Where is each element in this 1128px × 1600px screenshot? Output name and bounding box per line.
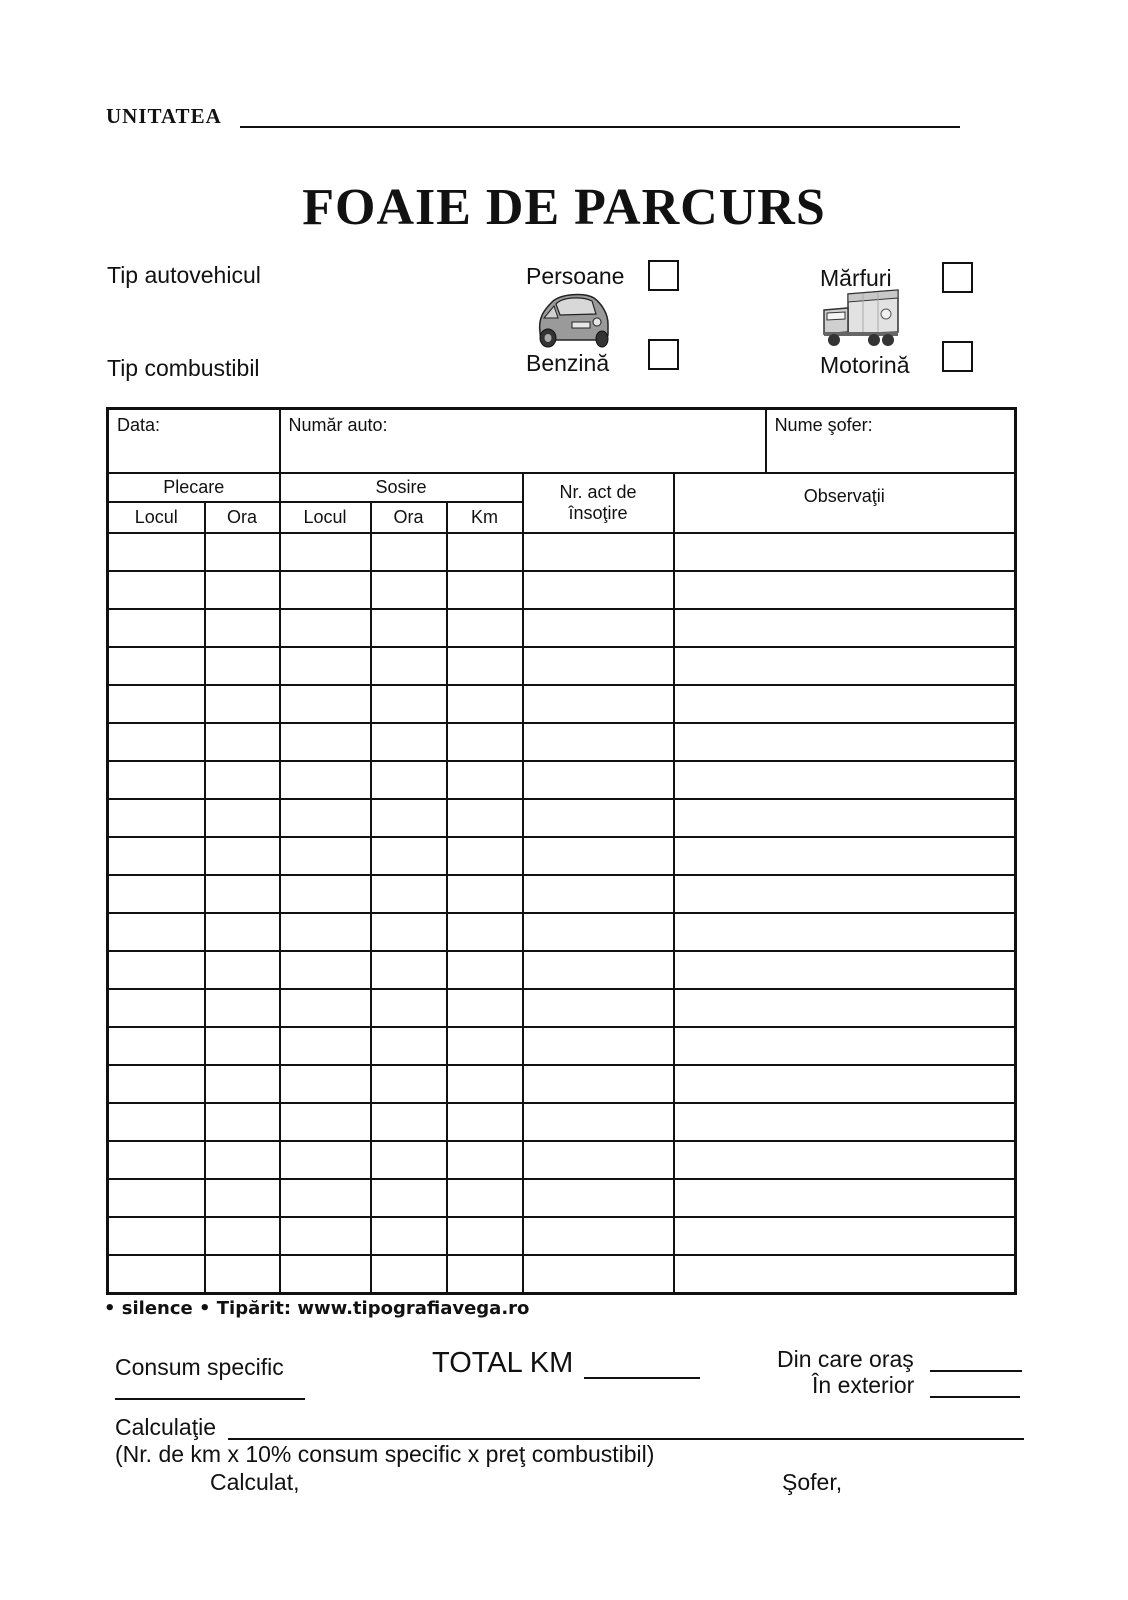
table-row bbox=[108, 1179, 1016, 1217]
table-row bbox=[108, 799, 1016, 837]
sosire-ora-cell[interactable] bbox=[371, 989, 447, 1027]
total-km-label: TOTAL KM bbox=[432, 1347, 574, 1379]
table-row bbox=[108, 1255, 1016, 1294]
sofer-label: Şofer, bbox=[782, 1469, 843, 1495]
plecare-ora-cell[interactable] bbox=[205, 761, 280, 799]
plecare-locul-cell[interactable] bbox=[108, 951, 205, 989]
sosire-locul-cell[interactable] bbox=[280, 913, 371, 951]
nr-act-header-line2: însoţire bbox=[568, 503, 628, 523]
sosire-km-cell[interactable] bbox=[447, 951, 523, 989]
sosire-ora-cell[interactable] bbox=[371, 1217, 447, 1255]
plecare-locul-cell[interactable] bbox=[108, 571, 205, 609]
sosire-ora-header: Ora bbox=[371, 502, 447, 533]
sosire-km-cell[interactable] bbox=[447, 1141, 523, 1179]
in-exterior-field[interactable] bbox=[930, 1396, 1020, 1398]
sosire-km-cell[interactable] bbox=[447, 647, 523, 685]
din-care-oras-field[interactable] bbox=[930, 1370, 1022, 1372]
nr-act-header bbox=[523, 473, 674, 533]
sosire-locul-cell[interactable] bbox=[280, 989, 371, 1027]
plecare-ora-cell[interactable] bbox=[205, 1217, 280, 1255]
observatii-cell[interactable] bbox=[674, 1065, 1016, 1103]
sosire-ora-cell[interactable] bbox=[371, 1065, 447, 1103]
table-row bbox=[108, 685, 1016, 723]
motorina-label: Motorină bbox=[820, 352, 910, 378]
sosire-km-cell[interactable] bbox=[447, 989, 523, 1027]
sosire-locul-cell[interactable] bbox=[280, 1027, 371, 1065]
sosire-locul-cell[interactable] bbox=[280, 609, 371, 647]
sosire-ora-cell[interactable] bbox=[371, 799, 447, 837]
sosire-locul-cell[interactable] bbox=[280, 1141, 371, 1179]
plecare-locul-cell[interactable] bbox=[108, 989, 205, 1027]
observatii-cell[interactable] bbox=[674, 761, 1016, 799]
plecare-locul-cell[interactable] bbox=[108, 1027, 205, 1065]
observatii-cell[interactable] bbox=[674, 1255, 1016, 1294]
table-row bbox=[108, 723, 1016, 761]
plecare-ora-cell[interactable] bbox=[205, 1027, 280, 1065]
tip-combustibil-label: Tip combustibil bbox=[107, 355, 260, 381]
sosire-locul-cell[interactable] bbox=[280, 799, 371, 837]
table-row bbox=[108, 837, 1016, 875]
plecare-locul-cell[interactable] bbox=[108, 837, 205, 875]
plecare-locul-cell[interactable] bbox=[108, 1217, 205, 1255]
sosire-km-cell[interactable] bbox=[447, 799, 523, 837]
data-field[interactable] bbox=[108, 409, 280, 474]
plecare-ora-cell[interactable] bbox=[205, 913, 280, 951]
benzina-label: Benzină bbox=[526, 350, 610, 376]
observatii-cell[interactable] bbox=[674, 533, 1016, 571]
table-row bbox=[108, 1027, 1016, 1065]
plecare-ora-cell[interactable] bbox=[205, 989, 280, 1027]
nr-act-cell[interactable] bbox=[523, 951, 674, 989]
numar-auto-field[interactable] bbox=[280, 409, 766, 474]
sosire-locul-cell[interactable] bbox=[280, 1065, 371, 1103]
sosire-locul-cell[interactable] bbox=[280, 837, 371, 875]
observatii-cell[interactable] bbox=[674, 837, 1016, 875]
tip-autovehicul-label: Tip autovehicul bbox=[107, 262, 261, 288]
sosire-ora-cell[interactable] bbox=[371, 875, 447, 913]
nume-sofer-field[interactable] bbox=[766, 409, 1016, 474]
unitatea-label: UNITATEA bbox=[106, 104, 222, 128]
sosire-locul-cell[interactable] bbox=[280, 723, 371, 761]
nr-act-cell[interactable] bbox=[523, 685, 674, 723]
observatii-cell[interactable] bbox=[674, 723, 1016, 761]
plecare-ora-cell[interactable] bbox=[205, 533, 280, 571]
plecare-ora-header: Ora bbox=[205, 502, 280, 533]
plecare-locul-cell[interactable] bbox=[108, 1179, 205, 1217]
nr-act-cell[interactable] bbox=[523, 875, 674, 913]
sosire-locul-cell[interactable] bbox=[280, 1217, 371, 1255]
observatii-cell[interactable] bbox=[674, 685, 1016, 723]
plecare-ora-cell[interactable] bbox=[205, 1179, 280, 1217]
plecare-ora-cell[interactable] bbox=[205, 571, 280, 609]
table-row bbox=[108, 1217, 1016, 1255]
total-km-field[interactable] bbox=[584, 1377, 700, 1379]
plecare-locul-cell[interactable] bbox=[108, 723, 205, 761]
observatii-cell[interactable] bbox=[674, 799, 1016, 837]
plecare-locul-cell[interactable] bbox=[108, 761, 205, 799]
sosire-ora-cell[interactable] bbox=[371, 571, 447, 609]
sosire-ora-cell[interactable] bbox=[371, 723, 447, 761]
sosire-locul-cell[interactable] bbox=[280, 647, 371, 685]
sosire-ora-cell[interactable] bbox=[371, 647, 447, 685]
sosire-ora-cell[interactable] bbox=[371, 685, 447, 723]
sosire-km-header: Km bbox=[447, 502, 523, 533]
sosire-km-cell[interactable] bbox=[447, 1255, 523, 1294]
observatii-cell[interactable] bbox=[674, 1027, 1016, 1065]
plecare-locul-cell[interactable] bbox=[108, 1141, 205, 1179]
observatii-header: Observaţii bbox=[674, 473, 1016, 533]
sosire-km-cell[interactable] bbox=[447, 1103, 523, 1141]
consum-specific-field[interactable] bbox=[115, 1398, 305, 1400]
plecare-locul-cell[interactable] bbox=[108, 647, 205, 685]
data-label: Data: bbox=[117, 415, 161, 435]
sosire-km-cell[interactable] bbox=[447, 913, 523, 951]
print-info: • silence • Tipărit: www.tipografiavega.ro bbox=[104, 1298, 530, 1319]
plecare-ora-cell[interactable] bbox=[205, 723, 280, 761]
car-icon bbox=[530, 288, 614, 350]
plecare-locul-cell[interactable] bbox=[108, 1103, 205, 1141]
table-row bbox=[108, 1141, 1016, 1179]
sosire-locul-cell[interactable] bbox=[280, 571, 371, 609]
plecare-locul-cell[interactable] bbox=[108, 685, 205, 723]
observatii-cell[interactable] bbox=[674, 1179, 1016, 1217]
persoane-label: Persoane bbox=[526, 263, 625, 289]
sosire-km-cell[interactable] bbox=[447, 533, 523, 571]
sosire-km-cell[interactable] bbox=[447, 571, 523, 609]
observatii-cell[interactable] bbox=[674, 1103, 1016, 1141]
sosire-ora-cell[interactable] bbox=[371, 1141, 447, 1179]
sosire-locul-cell[interactable] bbox=[280, 685, 371, 723]
marfuri-label: Mărfuri bbox=[820, 265, 892, 291]
sosire-ora-cell[interactable] bbox=[371, 837, 447, 875]
plecare-locul-cell[interactable] bbox=[108, 913, 205, 951]
nr-act-cell[interactable] bbox=[523, 913, 674, 951]
plecare-locul-cell[interactable] bbox=[108, 1065, 205, 1103]
nr-act-cell[interactable] bbox=[523, 647, 674, 685]
din-care-oras-label: Din care oraş bbox=[777, 1346, 914, 1372]
table-row bbox=[108, 1103, 1016, 1141]
observatii-cell[interactable] bbox=[674, 571, 1016, 609]
observatii-cell[interactable] bbox=[674, 1141, 1016, 1179]
nr-act-cell[interactable] bbox=[523, 1255, 674, 1294]
plecare-locul-cell[interactable] bbox=[108, 799, 205, 837]
nr-act-cell[interactable] bbox=[523, 533, 674, 571]
nr-act-cell[interactable] bbox=[523, 1027, 674, 1065]
consum-specific-label: Consum specific bbox=[115, 1354, 284, 1380]
table-row bbox=[108, 913, 1016, 951]
nr-act-header-line1: Nr. act de bbox=[559, 482, 637, 502]
nr-act-cell[interactable] bbox=[523, 1141, 674, 1179]
sosire-km-cell[interactable] bbox=[447, 1065, 523, 1103]
table-row bbox=[108, 647, 1016, 685]
observatii-cell[interactable] bbox=[674, 609, 1016, 647]
in-exterior-label: În exterior bbox=[812, 1372, 915, 1398]
table-row bbox=[108, 571, 1016, 609]
table-row bbox=[108, 533, 1016, 571]
observatii-cell[interactable] bbox=[674, 647, 1016, 685]
observatii-cell[interactable] bbox=[674, 989, 1016, 1027]
plecare-ora-cell[interactable] bbox=[205, 1065, 280, 1103]
sosire-km-cell[interactable] bbox=[447, 609, 523, 647]
nr-act-cell[interactable] bbox=[523, 723, 674, 761]
sosire-ora-cell[interactable] bbox=[371, 609, 447, 647]
sosire-ora-cell[interactable] bbox=[371, 1103, 447, 1141]
sosire-ora-cell[interactable] bbox=[371, 533, 447, 571]
calculat-label: Calculat, bbox=[210, 1469, 300, 1495]
plecare-ora-cell[interactable] bbox=[205, 951, 280, 989]
sosire-km-cell[interactable] bbox=[447, 1179, 523, 1217]
sosire-km-cell[interactable] bbox=[447, 1217, 523, 1255]
observatii-cell[interactable] bbox=[674, 1217, 1016, 1255]
nr-act-cell[interactable] bbox=[523, 1179, 674, 1217]
table-row bbox=[108, 1065, 1016, 1103]
plecare-ora-cell[interactable] bbox=[205, 799, 280, 837]
table-row bbox=[108, 761, 1016, 799]
nr-act-cell[interactable] bbox=[523, 571, 674, 609]
sosire-locul-header: Locul bbox=[280, 502, 371, 533]
sosire-km-cell[interactable] bbox=[447, 685, 523, 723]
plecare-locul-header: Locul bbox=[108, 502, 205, 533]
nr-act-cell[interactable] bbox=[523, 799, 674, 837]
sosire-km-cell[interactable] bbox=[447, 761, 523, 799]
nr-act-cell[interactable] bbox=[523, 837, 674, 875]
formula-text: (Nr. de km x 10% consum specific x preţ combustibil) bbox=[115, 1441, 655, 1467]
numar-auto-label: Număr auto: bbox=[288, 415, 388, 435]
nr-act-cell[interactable] bbox=[523, 761, 674, 799]
observatii-cell[interactable] bbox=[674, 913, 1016, 951]
plecare-ora-cell[interactable] bbox=[205, 1255, 280, 1294]
plecare-ora-cell[interactable] bbox=[205, 875, 280, 913]
table-row bbox=[108, 875, 1016, 913]
table-row bbox=[108, 609, 1016, 647]
plecare-locul-cell[interactable] bbox=[108, 1255, 205, 1294]
table-row bbox=[108, 989, 1016, 1027]
observatii-cell[interactable] bbox=[674, 875, 1016, 913]
observatii-cell[interactable] bbox=[674, 951, 1016, 989]
truck-icon bbox=[818, 288, 902, 350]
sosire-locul-cell[interactable] bbox=[280, 761, 371, 799]
sosire-km-cell[interactable] bbox=[447, 837, 523, 875]
sosire-locul-cell[interactable] bbox=[280, 875, 371, 913]
sosire-ora-cell[interactable] bbox=[371, 761, 447, 799]
nr-act-cell[interactable] bbox=[523, 989, 674, 1027]
sosire-locul-cell[interactable] bbox=[280, 951, 371, 989]
plecare-ora-cell[interactable] bbox=[205, 685, 280, 723]
plecare-ora-cell[interactable] bbox=[205, 1141, 280, 1179]
sosire-ora-cell[interactable] bbox=[371, 1179, 447, 1217]
sosire-km-cell[interactable] bbox=[447, 875, 523, 913]
plecare-ora-cell[interactable] bbox=[205, 837, 280, 875]
calculatie-label: Calculaţie bbox=[115, 1414, 216, 1440]
motorina-checkbox[interactable] bbox=[942, 341, 973, 372]
plecare-ora-cell[interactable] bbox=[205, 647, 280, 685]
plecare-header: Plecare bbox=[108, 473, 280, 502]
nr-act-cell[interactable] bbox=[523, 1103, 674, 1141]
table-row bbox=[108, 951, 1016, 989]
calculatie-field[interactable] bbox=[228, 1438, 1024, 1440]
nr-act-cell[interactable] bbox=[523, 1065, 674, 1103]
sosire-km-cell[interactable] bbox=[447, 1027, 523, 1065]
sosire-ora-cell[interactable] bbox=[371, 913, 447, 951]
sosire-header: Sosire bbox=[280, 473, 523, 502]
trip-log-table bbox=[106, 407, 1017, 1295]
sosire-ora-cell[interactable] bbox=[371, 951, 447, 989]
sosire-locul-cell[interactable] bbox=[280, 533, 371, 571]
unitatea-field[interactable] bbox=[240, 126, 960, 128]
plecare-ora-cell[interactable] bbox=[205, 1103, 280, 1141]
sosire-ora-cell[interactable] bbox=[371, 1027, 447, 1065]
sosire-locul-cell[interactable] bbox=[280, 1255, 371, 1294]
plecare-locul-cell[interactable] bbox=[108, 875, 205, 913]
plecare-locul-cell[interactable] bbox=[108, 609, 205, 647]
persoane-checkbox[interactable] bbox=[648, 260, 679, 291]
sosire-ora-cell[interactable] bbox=[371, 1255, 447, 1294]
nr-act-cell[interactable] bbox=[523, 1217, 674, 1255]
nume-sofer-label: Nume şofer: bbox=[774, 415, 873, 435]
sosire-locul-cell[interactable] bbox=[280, 1179, 371, 1217]
document-title: FOAIE DE PARCURS bbox=[302, 179, 826, 236]
plecare-ora-cell[interactable] bbox=[205, 609, 280, 647]
nr-act-cell[interactable] bbox=[523, 609, 674, 647]
plecare-locul-cell[interactable] bbox=[108, 533, 205, 571]
benzina-checkbox[interactable] bbox=[648, 339, 679, 370]
sosire-locul-cell[interactable] bbox=[280, 1103, 371, 1141]
sosire-km-cell[interactable] bbox=[447, 723, 523, 761]
marfuri-checkbox[interactable] bbox=[942, 262, 973, 293]
